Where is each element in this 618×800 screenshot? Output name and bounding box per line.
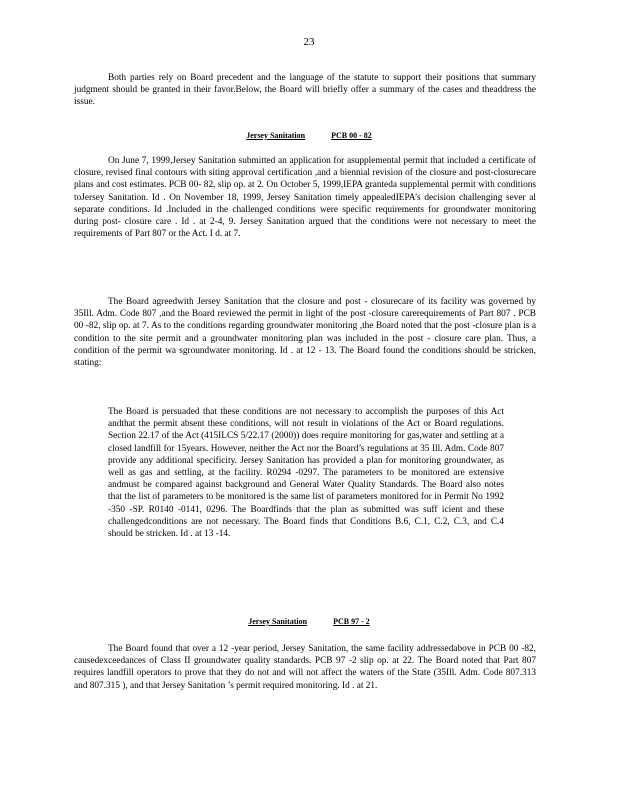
heading-case-name: Jersey Sanitation	[246, 131, 306, 140]
case-facts-paragraph: On June 7, 1999,Jersey Sanitation submitted an application for asupplemental permit that included a certificate of closure, revised final contours with siting approval certification ,and a biennial revision of the closure and post-closurecare plans and cost estimates. PCB 00- 82, slip op. at 2. On October 5, 1999,IEPA granteda supplemental permit with conditions toJersey Sanitation. Id . On November 18, 1999, Jersey Sanitation timely appealedIEPA’s decision challenging sever al separate conditions. Id .Included in the challenged conditions were specific requirements for groundwater monitoring during post- closure care . Id . at 2-4, 9. Jersey Sanitation argued that the conditions were not necessary to meet the requirements of Part 807 or the Act. I d. at 7.	[74, 156, 536, 240]
page-number: 23	[303, 36, 315, 48]
section-heading-pcb-00-82	[0, 131, 618, 140]
block-quote: The Board is persuaded that these conditions are not necessary to accomplish the purposes of this Act andthat the permit absent these conditions, will not result in violations of the Act or Board regulations. Section 22.17 of the Act (415ILCS 5/22.17 (2000)) does require monitoring for gas,water and settling at a closed landfill for 15years. However, neither the Act nor the Board’s regulations at 35 Ill. Adm. Code 807 provide any additional specificity. Jersey Sanitation has provided a plan for monitoring groundwater, as well as gas and settling, at the facility. R0294 -0297. The parameters to be monitored are extensive andmust be compared against background and General Water Quality Standards. The Board also notes that the list of parameters to be monitored is the same list of parameters monitored for in Permit No 1992 -350 -SP. R0140 -0141, 0296. The Boardfinds that the plan as submitted was suff icient and these challengedconditions are not necessary. The Board finds that Conditions B.6, C.1, C.2, C.3, and C.4 should be stricken. Id . at 13 -14.	[108, 407, 504, 540]
pcb-97-2-paragraph: The Board found that over a 12 -year period, Jersey Sanitation, the same facility addressedabove in PCB 00 -82, causedexceedances of Class II groundwater quality standards. PCB 97 -2 slip op. at 22. The Board noted that Part 807 requires landfill operators to prove that they do not and will not affect the waters of the State (35Ill. Adm. Code 807.313 and 807.315 ), and that Jersey Sanitation ’s permit required monitoring. Id . at 21.	[74, 644, 536, 691]
heading-case-name: Jersey Sanitation	[248, 617, 308, 626]
heading-docket: PCB 97 - 2	[333, 617, 370, 626]
section-heading-pcb-97-2	[0, 617, 618, 626]
board-holding-paragraph: The Board agreedwith Jersey Sanitation that the closure and post - closurecare of its facility was governed by 35Ill. Adm. Code 807 ,and the Board reviewed the permit in light of the post -closure carerequirements of Part 807 . PCB 00 -82, slip op. at 7. As to the conditions regarding groundwater monitoring ,the Board noted that the post -closure plan is a condition to the site permit and a groundwater monitoring plan was included in the post - closure care plan. Thus, a condition of the permit wa sgroundwater monitoring. Id . at 12 - 13. The Board found the conditions should be stricken, stating:	[74, 297, 536, 369]
heading-docket: PCB 00 - 82	[331, 131, 372, 140]
intro-paragraph: Both parties rely on Board precedent and the language of the statute to support their positions that summary judgment should be granted in their favor.Below, the Board will briefly offer a summary of the cases and theaddress the issue.	[74, 73, 536, 108]
